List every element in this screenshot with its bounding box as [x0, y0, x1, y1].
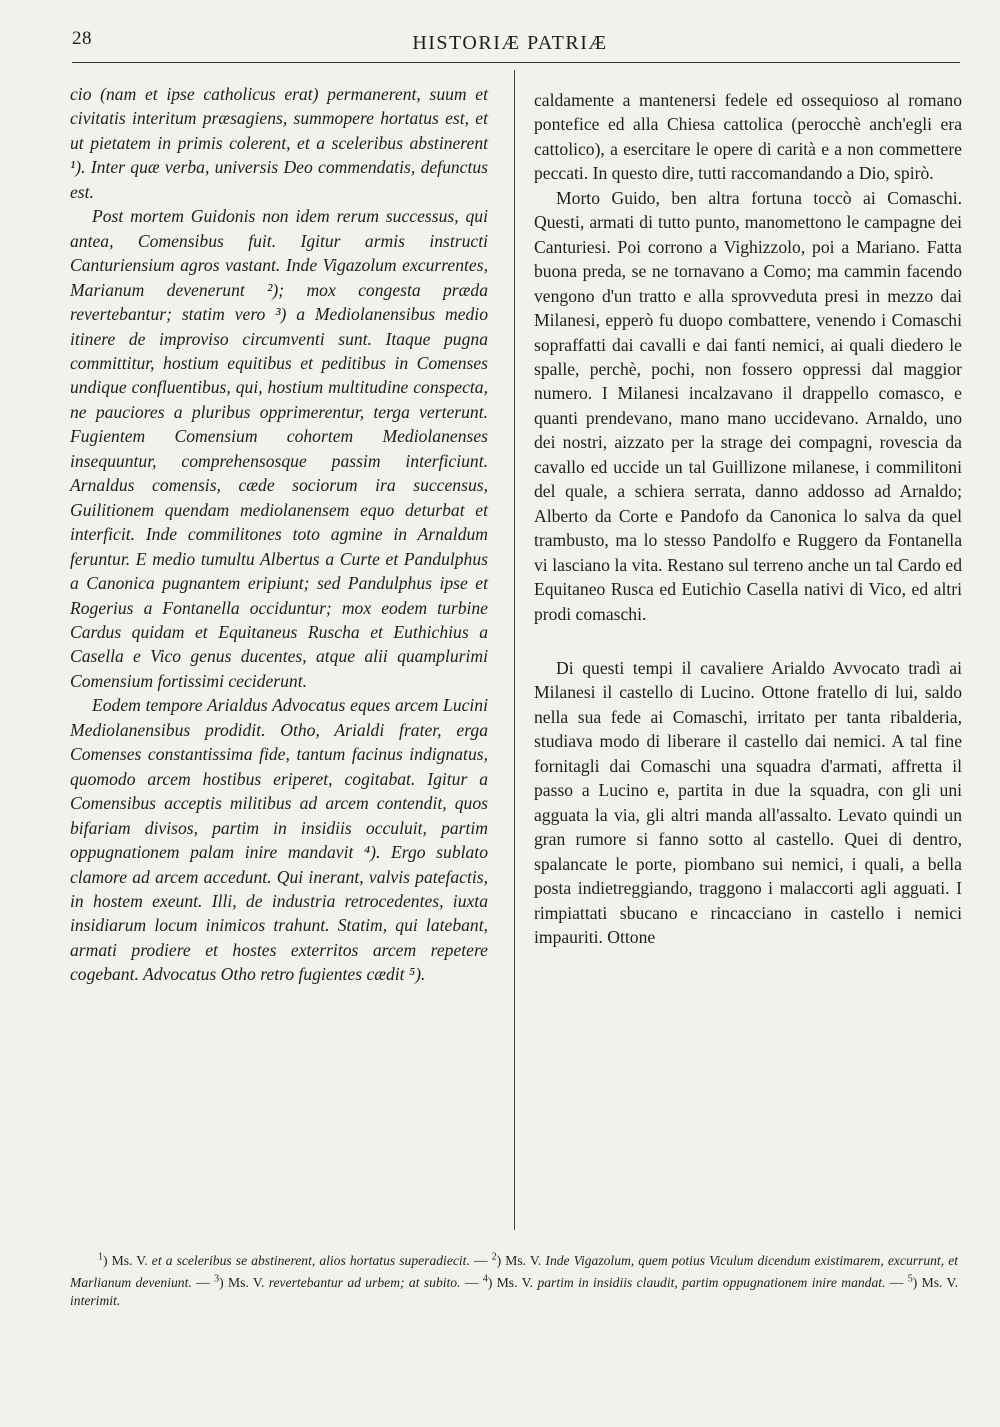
footnote-1: $^1$) Ms. V. et a sceleribus se abstinerent, alios hortatus superadiecit. [98, 1251, 470, 1268]
italian-paragraph-1: caldamente a mantenersi fedele ed ossequioso al romano pontefice ed alla Chiesa cattolica (perocchè anch'egli era cattolico), a esercitare le opere di carità e a non commettere peccati. In questo dire, tutti raccomandando a Dio, spirò. [534, 90, 962, 184]
italian-paragraph-2: Morto Guido, ben altra fortuna toccò ai Comaschi. Questi, armati di tutto punto, manomettono le campagne dei Canturiesi. Poi corrono a Vighizzolo, poi a Mariano. Fatta buona preda, se ne tornavano a Como; ma cammin facendo vengono d'un tratto e alla sprovveduta presi in mezzo dai Milanesi, epperò fu duopo combattere, venendo i Comaschi sopraffatti dai cavalli e dai fanti nemici, ai quali diedero le spalle, perchè, pochi, non fossero oppressi dal maggior numero. I Milanesi incalzavano il drappello comasco, e quanti prendevano, mano mano uccidevano. Arnaldo, uno dei nostri, aizzato per la strage dei compagni, rovescia da cavallo ed uccide un tal Guillizone milanese, i commilitoni del quale, a schiera serrata, danno addosso ad Arnaldo; Alberto da Corte e Pandofo da Canonica lo salva da quel trambusto, ma lo stesso Pandolfo e Ruggero da Fontanella vi lasciano la vita. Restano sul terreno anche un tal Cardo ed Equitaneo Rusca ed Eutichio Casella nativi di Vico, ed altri prodi comaschi. [534, 187, 962, 624]
footnote-5: $^5$) Ms. V. interimit. [70, 1273, 959, 1309]
footnotes: $^1$) Ms. V. et a sceleribus se abstinerent, alios hortatus superadiecit. — $^2$) Ms. V. Inde Vigazolum, quem potius Viculum dicendum existimarem, excurrunt, et Marlianum deveniunt. — $^3$) Ms. V. revertebantur ad urbem; at subito. — $^4$) Ms. V. partim in insidiis claudit, partim oppugnationem inire mandat. — $^5$) Ms. V. interimit. [70, 1251, 959, 1309]
footnote-3: $^3$) Ms. V. revertebantur ad urbem; at subito. [214, 1273, 461, 1290]
header-rule [72, 62, 960, 63]
latin-column [70, 82, 488, 987]
italian-column [534, 88, 962, 949]
footnote-4: $^4$) Ms. V. partim in insidiis claudit, partim oppugnationem inire mandat. [482, 1273, 886, 1290]
italian-paragraph-3: Di questi tempi il cavaliere Arialdo Avvocato tradì ai Milanesi il castello di Lucino. Ottone fratello di lui, saldo nella sua fede ai Comaschi, irritato per tanta ribalderia, studiava modo di liberare il castello dai nemici. A tal fine fornitagli dai Comaschi una squadra d'armati, affretta il passo a Lucino e, partita in due la squadra, con gli uni agguata la via, gli altri manda all'assalto. Levato quindi un gran rumore si fanno sotto al castello. Quei di dentro, spalancate le porte, piombano sui nemici, i quali, a bella posta indietreggiando, traggono i malaccorti agli agguati. I rimpiattati sbucano e rincacciano in castello i nemici impauriti. Ottone [534, 657, 962, 947]
page-number: 28 [72, 28, 92, 49]
latin-paragraph-1: cio (nam et ipse catholicus erat) permanerent, suum et civitatis interitum præsagiens, summopere hortatus est, et ut pietatem in primis colerent, et a sceleribus abstinerent ¹). Inter quæ verba, universis Deo commendatis, defunctus est. [70, 84, 488, 202]
latin-paragraph-3: Eodem tempore Arialdus Advocatus eques arcem Lucini Mediolanensibus prodidit. Otho, Arialdi frater, erga Comenses constantissima fide, tantum facinus indignatus, quomodo arcem hostibus eriperet, cogitabat. Igitur a Comensibus acceptis militibus ad arcem contendit, quos bifariam divisos, partim in insidiis occuluit, partim oppugnationem palam inire mandavit ⁴). Ergo sublato clamore ad arcem accedunt. Qui inerant, valvis patefactis, in hostem exeunt. Illi, de industria retrocedentes, iuxta insidiarum locum inimicos trahunt. Statim, qui latebant, armati prodiere et hostes exterritos arcem repetere cogebant. Advocatus Otho retro fugientes cædit ⁵). [70, 695, 488, 985]
column-divider [514, 70, 515, 1230]
running-title: HISTORIÆ PATRIÆ [412, 32, 608, 54]
footnote-2: $^2$) Ms. V. Inde Vigazolum, quem potius Viculum dicendum existimarem, excurrunt, et Marlianum deveniunt. [70, 1251, 959, 1290]
latin-paragraph-2: Post mortem Guidonis non idem rerum successus, qui antea, Comensibus fuit. Igitur armis instructi Canturiensium agros vastant. Inde Vigazolum excurrentes, Marianum devenerunt ²); mox congesta præda revertebantur; statim vero ³) a Mediolanensibus medio itinere de improviso circumventi sunt. Itaque pugna committitur, hostium equitibus et peditibus in Comenses undique confluentibus, qui, hostium multitudine conspecta, ne pauciores a pluribus opprimerentur, terga verterunt. Fugientem Comensium cohortem Mediolanenses insequuntur, comprehensosque passim interficiunt. Arnaldus comensis, cæde sociorum ira succensus, Guilitionem quendam mediolanensem equo deturbat et interficit. Inde commilitones toto agmine in Arnaldum feruntur. E medio tumultu Albertus a Curte et Pandulphus a Canonica pugnantem eripiunt; sed Pandulphus ipse et Rogerius a Fontanella occiduntur; mox eodem turbine Cardus quidam et Equitaneus Ruscha et Euthichius a Casella e Vico genus ducentes, atque alii quamplurimi Comensium fortissimi ceciderunt. [70, 206, 488, 691]
